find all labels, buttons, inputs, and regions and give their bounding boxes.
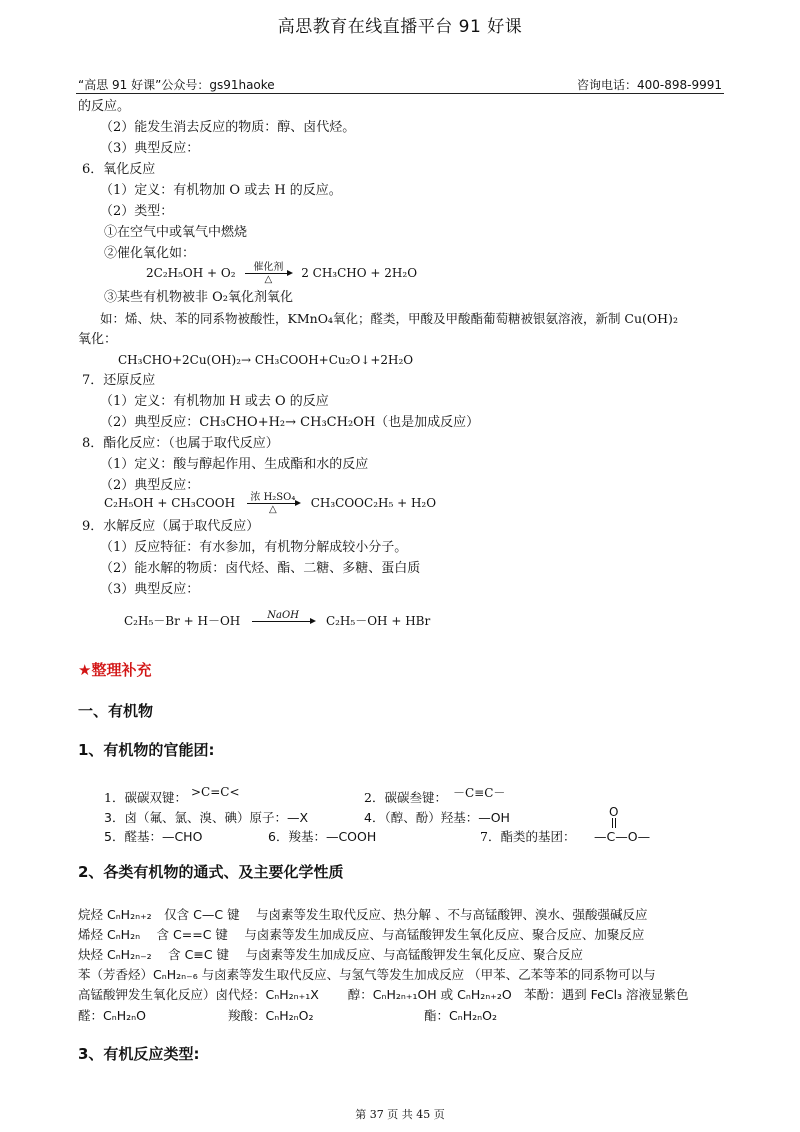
paragraph-line: 醛：CₙH₂ₙO	[78, 1008, 146, 1023]
text-line: （2）典型反应：CH₃CHO+H₂→ CH₃CH₂OH（也是加成反应）	[100, 415, 480, 430]
functional-group-item: 2．碳碳叁键： －C≡C－	[364, 786, 506, 805]
equation-cu-oxidation: CH₃CHO+2Cu(OH)₂→ CH₃COOH+Cu₂O↓+2H₂O	[118, 353, 414, 367]
page-number: 第 37 页 共 45 页	[355, 1108, 445, 1121]
paragraph-line: 酯：CₙH₂ₙO₂	[424, 1008, 497, 1023]
text-line: 的反应。	[78, 99, 131, 114]
text-line: （2）类型：	[100, 204, 174, 219]
list-heading: 8．酯化反应：（也属于取代反应）	[82, 436, 279, 451]
text-line: （2）能水解的物质：卤代烃、酯、二糖、多糖、蛋白质	[100, 561, 421, 576]
ester-oxygen: O	[609, 805, 619, 819]
section-heading: 1、有机物的官能团:	[78, 741, 215, 759]
section-heading: 一、有机物	[78, 702, 154, 720]
functional-group-item: 6．羧基：—COOH	[268, 829, 377, 844]
text-line: 如：烯、炔、苯的同系物被酸性，KMnO₄氧化；醛类，甲酸及甲酸酯葡萄糖被银氨溶液，新制 Cu(OH)₂	[100, 311, 678, 326]
functional-group-item: 1．碳碳双键： >C=C<	[104, 785, 240, 805]
functional-group-item: 5．醛基：—CHO	[104, 829, 203, 844]
list-heading: 7．还原反应	[82, 373, 156, 388]
paragraph-line: 羧酸：CₙH₂ₙO₂	[228, 1008, 314, 1023]
text-line: （1）定义：酸与醇起作用、生成酯和水的反应	[100, 457, 369, 472]
equation-esterification: C₂H₅OH + CH₃COOH 浓 H₂SO₄ △ CH₃COOC₂H₅ + H₂O	[104, 492, 437, 515]
equation-catalytic-oxidation: 2C₂H₅OH + O₂ 催化剂 △ 2 CH₃CHO + 2H₂O	[146, 262, 418, 285]
page-header-info	[78, 76, 722, 93]
list-heading: 9．水解反应（属于取代反应）	[82, 519, 260, 534]
ester-group-chain: —C—O—	[594, 829, 651, 844]
paragraph-line: 苯（芳香烃）CₙH₂ₙ₋₆ 与卤素等发生取代反应、与氢气等发生加成反应 （甲苯、乙苯等苯的同系物可以与	[78, 967, 656, 982]
section-heading: 3、有机反应类型:	[78, 1045, 200, 1063]
text-line: ③某些有机物被非 O₂氧化剂氧化	[104, 290, 294, 305]
paragraph-line: 炔烃 CₙH₂ₙ₋₂ 含 C≡C 键 与卤素等发生加成反应、与高锰酸钾发生氧化反应、聚合反应	[78, 947, 584, 962]
text-line: （2）能发生消去反应的物质：醇、卤代烃。	[100, 120, 356, 135]
text-line: （1）定义：有机物加 H 或去 O 的反应	[100, 394, 329, 409]
text-line: 氧化：	[78, 332, 118, 347]
section-star-title: ★整理补充	[78, 661, 152, 679]
text-line: （3）典型反应：	[100, 141, 200, 156]
functional-group-item: 7．酯类的基团：	[480, 829, 576, 844]
paragraph-line: 烷烃 CₙH₂ₙ₊₂ 仅含 C—C 键 与卤素等发生取代反应、热分解 、不与高锰酸钾、溴水、强酸强碱反应	[78, 907, 648, 922]
equation-hydrolysis: C₂H₅－Br + H－OH NaOH C₂H₅－OH + HBr	[124, 610, 431, 628]
contact-phone: 咨询电话：400-898-9991	[576, 78, 722, 92]
functional-group-item: 4．（醇、酚）羟基：—OH	[364, 810, 510, 825]
section-heading: 2、各类有机物的通式、及主要化学性质	[78, 863, 344, 881]
functional-group-item: 3．卤（氟、氯、溴、碘）原子：—X	[104, 810, 309, 825]
text-line: ①在空气中或氧气中燃烧	[104, 225, 248, 240]
text-line: （1）反应特征：有水参加，有机物分解成较小分子。	[100, 540, 408, 555]
wechat-account: “高思 91 好课”公众号：gs91haoke	[78, 78, 275, 92]
paragraph-line: 高锰酸钾发生氧化反应）卤代烃：CₙH₂ₙ₊₁X 醇：CₙH₂ₙ₊₁OH 或 CₙH₂ₙ₊₂O 苯酚：遇到 FeCl₃ 溶液显紫色	[78, 987, 689, 1002]
list-heading: 6．氧化反应	[82, 162, 156, 177]
text-line: （2）典型反应：	[100, 478, 200, 493]
page-header-title: 高思教育在线直播平台 91 好课	[277, 17, 523, 37]
text-line: ②催化氧化如：	[104, 246, 196, 261]
paragraph-line: 烯烃 CₙH₂ₙ 含 C==C 键 与卤素等发生加成反应、与高锰酸钾发生氧化反应、聚合反应、加聚反应	[78, 927, 645, 942]
text-line: （3）典型反应：	[100, 582, 200, 597]
text-line: （1）定义：有机物加 O 或去 H 的反应。	[100, 183, 342, 198]
header-divider	[76, 93, 724, 94]
